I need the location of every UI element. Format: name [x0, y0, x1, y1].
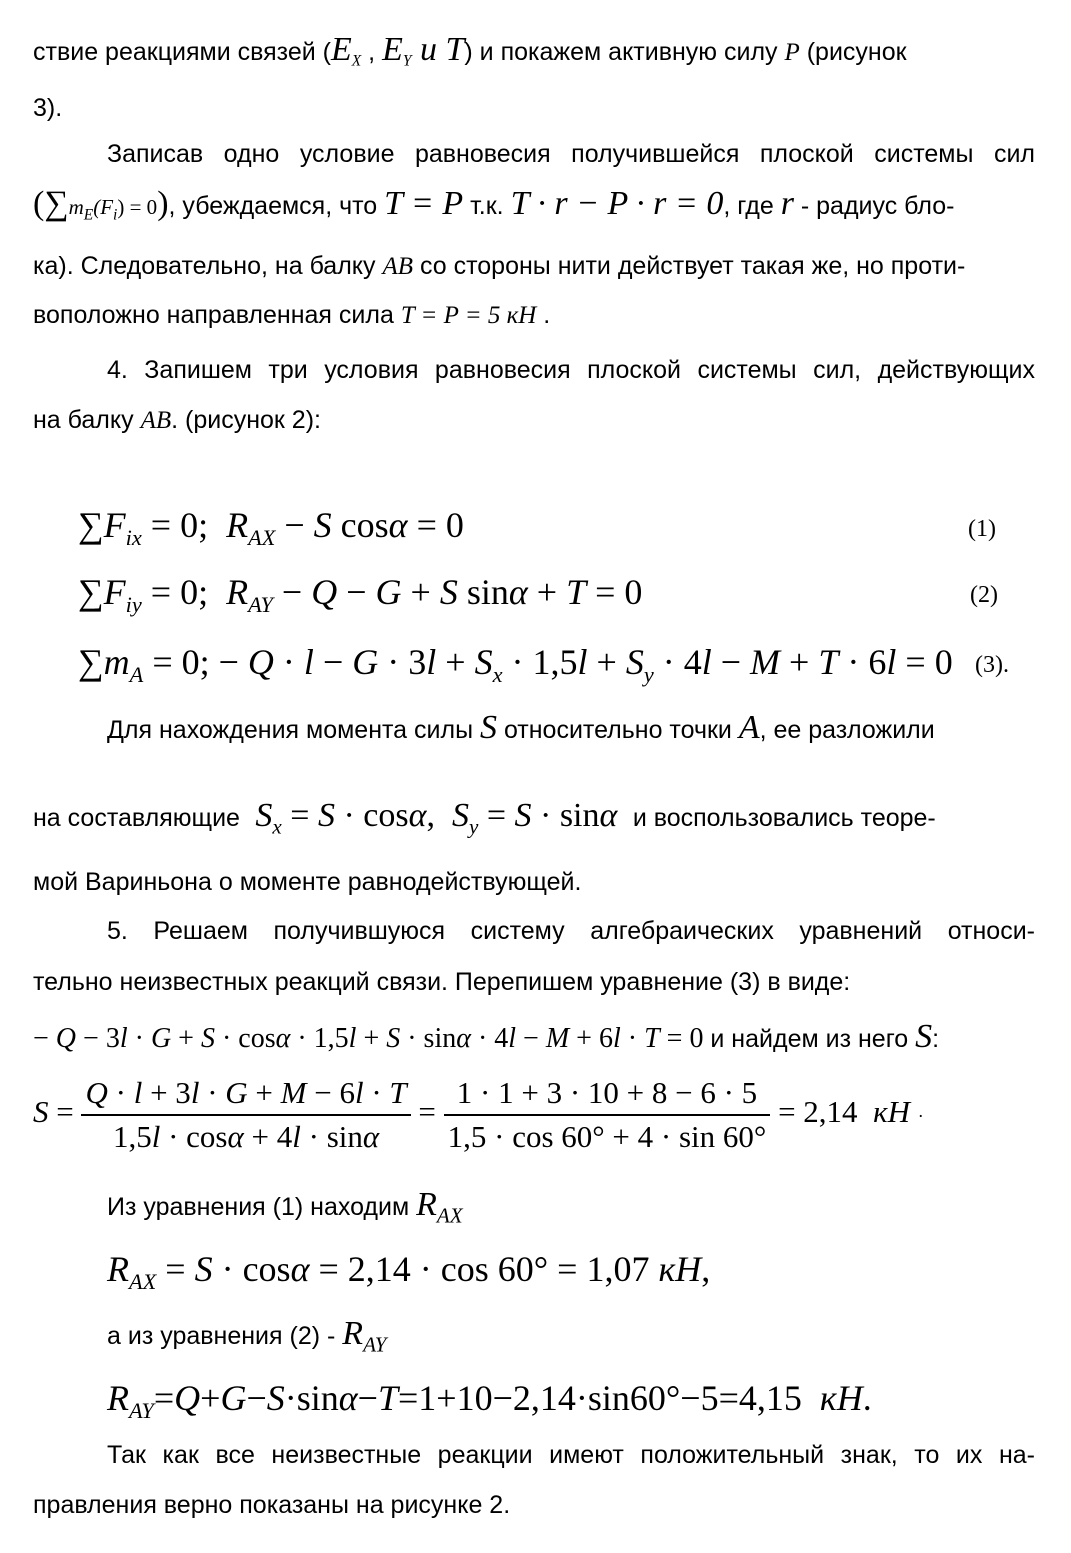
- text-line: [107, 709, 935, 746]
- text-line: [107, 1315, 387, 1360]
- math-symbol: r: [780, 185, 794, 222]
- text-line: [33, 404, 321, 437]
- text-line: 3).: [33, 94, 63, 122]
- math-symbol: P: [784, 39, 800, 66]
- text-span: (рисунок: [799, 38, 907, 66]
- text-line: 4. Запишем три условия равновесия плоской системы сил, действующих: [107, 356, 1035, 384]
- text-span: ствие реакциями связей (: [33, 38, 331, 66]
- text-line: 5. Решаем получившуюся систему алгебраических уравнений относи-: [107, 917, 1035, 945]
- text-line: правления верно показаны на рисунке 2.: [33, 1491, 511, 1519]
- math-symbol: AB: [140, 407, 172, 434]
- math-expression: T = P = 5 кН: [400, 302, 537, 329]
- text-span: .: [536, 301, 551, 329]
- math-symbol: и T: [411, 31, 465, 68]
- math-symbol: E: [330, 31, 352, 68]
- text-span: , где: [723, 192, 781, 220]
- math-symbol: AB: [382, 253, 414, 280]
- equation-3: $\sum m_A = 0$; − $Q \cdot l - G \cdot 3l + S_x \cdot 1,5l + S_y \cdot 4l - M + T \cdot 6l = 0$: [78, 642, 953, 687]
- math-symbol: (∑: [33, 185, 69, 222]
- text-span: и воспользовались теоре-: [632, 804, 936, 832]
- text-line: [33, 299, 550, 332]
- equation-rax: $R_{AX} = S \cdot \cos\alpha = 2,14 \cdot \cos 60^\circ = 1,07$ кН,: [107, 1249, 711, 1294]
- text-line: [33, 185, 955, 231]
- text-span: относительно точки: [497, 716, 739, 744]
- math-symbol: S: [480, 709, 497, 746]
- text-span: на балку: [33, 406, 141, 434]
- math-symbol: ) = 0: [117, 195, 158, 219]
- math-subscript: E: [83, 206, 94, 224]
- text-line: [33, 250, 965, 283]
- math-expression: $R_{AX}$: [416, 1186, 463, 1228]
- text-span: и найдем из него: [703, 1025, 916, 1053]
- math-symbol: m: [68, 195, 84, 219]
- text-span: на составляющие: [33, 804, 247, 832]
- text-line: [33, 1018, 940, 1055]
- equation-number: (2): [970, 582, 998, 608]
- text-span: ) и покажем активную силу: [464, 38, 785, 66]
- math-symbol: E: [382, 31, 403, 68]
- text-span: воположно направленная сила: [33, 301, 401, 329]
- text-span: , ее разложили: [759, 716, 935, 744]
- math-subscript: i: [113, 206, 118, 224]
- math-symbol: (F: [93, 195, 114, 219]
- text-line: тельно неизвестных реакций связи. Перепишем уравнение (3) в виде:: [33, 968, 851, 996]
- text-span: Из уравнения (1) находим: [107, 1193, 417, 1221]
- equation-s: S = $\frac{Q \cdot l + 3l \cdot G + M - 6l \cdot T}{1,5l \cdot \cos\alpha + 4l \cdot \sin\alpha}$ = $\frac{1 \cdot 1 + 3 \cdot 10 + 8 - 6 \cdot 5}{1,5 \cdot \cos 60^\circ + 4 \cdot \sin 60^\circ}$ = 2,14 кН ·: [33, 1072, 924, 1158]
- text-line: [33, 31, 907, 77]
- math-subscript: Y: [402, 52, 412, 70]
- text-line: мой Вариньона о моменте равнодействующей.: [33, 868, 582, 896]
- text-span: со стороны нити действует такая же, но проти-: [413, 252, 966, 280]
- math-expression: $S_x = S \cdot \cos\alpha$, $S_y = S \cdot \sin\alpha$: [255, 797, 618, 839]
- equation-ray: $R_{AY}=Q+G-S\cdot\sin\alpha-T=1+10-2,14\cdot\sin 60^\circ-5=4,15$ кН.: [107, 1378, 872, 1423]
- math-symbol: ): [157, 185, 169, 222]
- math-expression: − Q − 3l · G + S · cosα · 1,5l + S · sinα · 4l − M + 6l · T = 0: [33, 1023, 704, 1054]
- math-subscript: X: [351, 52, 362, 70]
- text-span: а из уравнения (2) -: [107, 1322, 343, 1350]
- text-span: ка). Следовательно, на балку: [33, 252, 383, 280]
- math-expression: $R_{AY}$: [342, 1315, 387, 1357]
- text-line: [107, 1186, 463, 1231]
- math-expression: T · r − P · r = 0: [510, 185, 724, 222]
- math-symbol: A: [738, 709, 760, 746]
- math-symbol: S: [915, 1018, 933, 1055]
- text-span: т.к.: [463, 192, 511, 220]
- equation-1: $\sum F_{ix} = 0$; $R_{AX} - S$ cosα = 0: [78, 505, 464, 550]
- text-span: - радиус бло-: [793, 192, 955, 220]
- text-line: [33, 797, 936, 842]
- equation-number: (1): [968, 516, 996, 542]
- text-span: :: [932, 1025, 940, 1053]
- math-expression: T = P: [384, 185, 464, 222]
- equation-number: (3).: [975, 652, 1009, 678]
- equation-2: $\sum F_{iy} = 0$; $R_{AY} - Q - G + S$ sinα + T = 0: [78, 572, 643, 617]
- text-span: Для нахождения момента силы: [107, 716, 480, 744]
- text-line: Так как все неизвестные реакции имеют положительный знак, то их на-: [107, 1441, 1035, 1469]
- text-span: , убеждаемся, что: [168, 192, 385, 220]
- text-span: ,: [361, 38, 383, 66]
- text-span: . (рисунок 2):: [171, 406, 321, 434]
- text-line: Записав одно условие равновесия получившейся плоской системы сил: [107, 140, 1035, 168]
